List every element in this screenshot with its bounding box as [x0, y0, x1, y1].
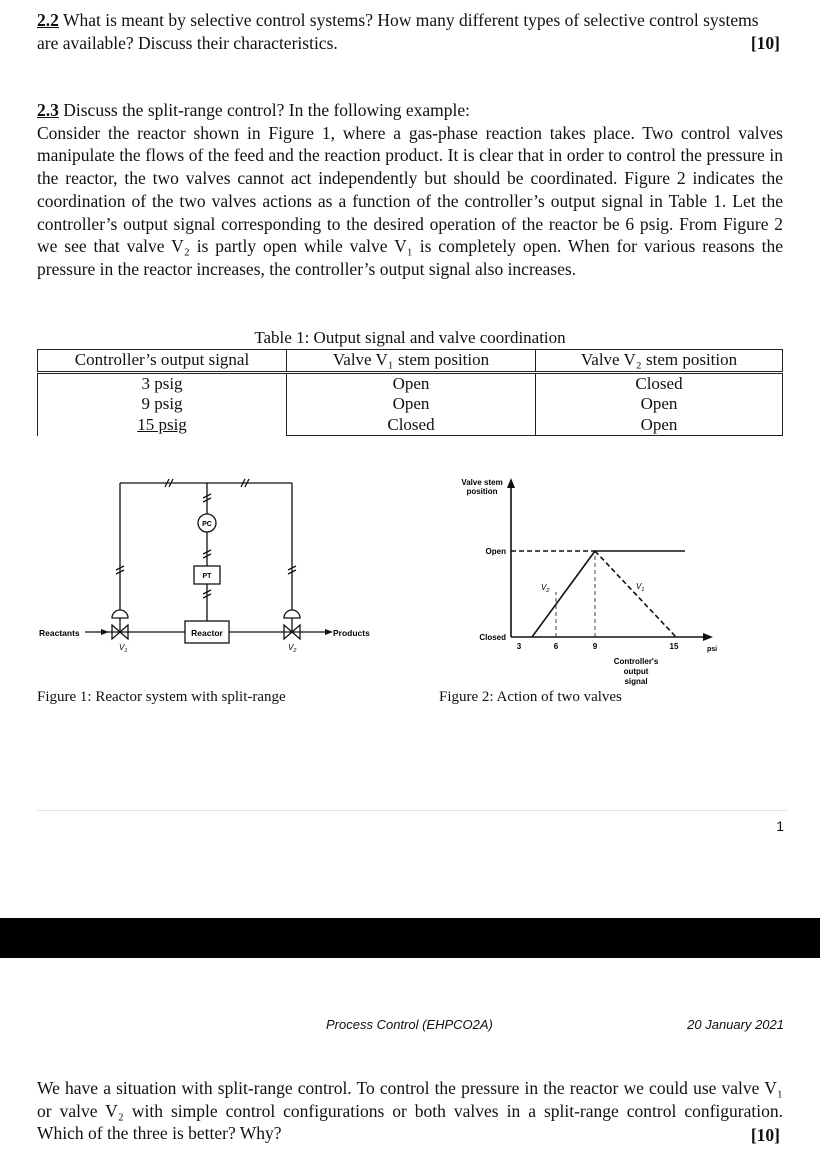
table-cell	[536, 372, 783, 436]
v1-curve-label: $V_1$	[636, 582, 645, 593]
v2-line-opening	[532, 551, 595, 637]
table-header: Valve V₂ stem position	[536, 350, 783, 373]
question-text: What is meant by selective control systems? How many different types of selective control systems are available? Discuss their characteristics.	[37, 10, 759, 53]
question-heading-text: Discuss the split-range control? In the following example:	[63, 100, 471, 120]
question-2-2	[37, 9, 782, 54]
cell-value: Closed	[387, 414, 435, 434]
pt-label: PT	[202, 573, 212, 580]
table-header: Valve V₁ stem position	[287, 350, 536, 373]
reactor-label: Reactor	[191, 628, 223, 638]
question-heading	[37, 99, 783, 122]
question-split-range: We have a situation with split-range control. To control the pressure in the reactor we could use valve V₁ or valve V₂ with simple control configurations or both valves in a split-range control configuration. Which of the three is better? Why?	[37, 1078, 783, 1144]
valve-v2-label: $V_2$	[288, 643, 297, 654]
table-1	[37, 349, 783, 436]
cell-value: Closed	[635, 373, 683, 393]
date-header: 20 January 2021	[687, 1017, 784, 1032]
y-axis-label-line1: Valve stem	[461, 478, 503, 487]
valve-v2-actuator	[284, 610, 300, 618]
y-axis-label-line2: position	[466, 487, 498, 496]
x-axis-label-line2: output	[623, 667, 649, 676]
table-row	[38, 372, 783, 436]
x-axis-arrow-icon	[703, 633, 713, 641]
product-arrow-icon	[325, 629, 333, 635]
closed-label: Closed	[479, 633, 506, 642]
x-tick-3: 3	[516, 642, 522, 651]
feed-arrow-icon	[101, 629, 109, 635]
cell-value: Open	[640, 414, 678, 434]
cell-value: 15 psig	[137, 414, 187, 434]
table-header: Controller’s output signal	[38, 350, 287, 373]
signal-hash-marks	[116, 479, 296, 598]
open-label: Open	[485, 547, 506, 556]
valve-v1-label: $V_1$	[119, 643, 128, 654]
figure-1-caption: Figure 1: Reactor system with split-range	[37, 689, 286, 705]
figure-2-caption: Figure 2: Action of two valves	[439, 689, 622, 705]
valve-v1-actuator	[112, 610, 128, 618]
cell-value: Open	[640, 394, 678, 413]
table-1-caption: Table 1: Output signal and valve coordination	[254, 328, 566, 347]
page-gap-band	[0, 918, 820, 958]
page-number: 1	[776, 818, 784, 834]
table-cell	[38, 372, 287, 436]
question-number: 2.2	[37, 10, 59, 30]
cell-value: 9 psig	[141, 394, 183, 413]
x-axis-label-line1: Controller's	[613, 657, 659, 666]
cell-value: Open	[392, 394, 430, 413]
x-tick-6: 6	[553, 642, 559, 651]
question-2-2-marks: [10]	[750, 33, 780, 53]
x-axis-label-line3: signal	[624, 677, 648, 686]
x-tick-15: 15	[669, 642, 679, 651]
pc-label: PC	[202, 521, 212, 528]
figure-1-reactor-diagram	[35, 470, 380, 680]
x-tick-9: 9	[592, 642, 598, 651]
question-split-range-marks: [10]	[750, 1125, 780, 1145]
question-body: Consider the reactor shown in Figure 1, where a gas-phase reaction takes place. Two control valves manipulate the flows of the feed and the reaction product. It is clear that in order to control the pressure in the reactor, the two valves cannot act independently but should be coordinated. Figure 2 indicates the coordination of the two valves actions as a function of the controller’s output signal in Table 1. Let the controller’s output signal corresponding to the desired operation of the reactor be 6 psig. From Figure 2 we see that valve V₂ is partly open while valve V₁ is completely open. When for various reasons the pressure in the reactor increases, the controller’s output signal also increases.	[37, 122, 783, 279]
products-label: Products	[333, 628, 370, 638]
question-number: 2.3	[37, 100, 59, 120]
cell-value: Open	[392, 373, 430, 393]
cell-value: 3 psig	[141, 373, 183, 393]
question-2-3	[37, 99, 783, 281]
v2-curve-label: $V_2$	[541, 583, 550, 594]
table-cell	[287, 372, 536, 436]
x-tick-psi: psi	[706, 646, 718, 653]
page-divider	[37, 810, 787, 811]
figure-2-valve-action-chart	[440, 472, 740, 692]
v1-line-closing	[595, 551, 676, 637]
course-header: Process Control (EHPCO2A)	[326, 1017, 493, 1032]
reactants-label: Reactants	[39, 628, 80, 638]
table-header-row	[38, 350, 783, 373]
y-axis-arrow-icon	[507, 478, 515, 488]
